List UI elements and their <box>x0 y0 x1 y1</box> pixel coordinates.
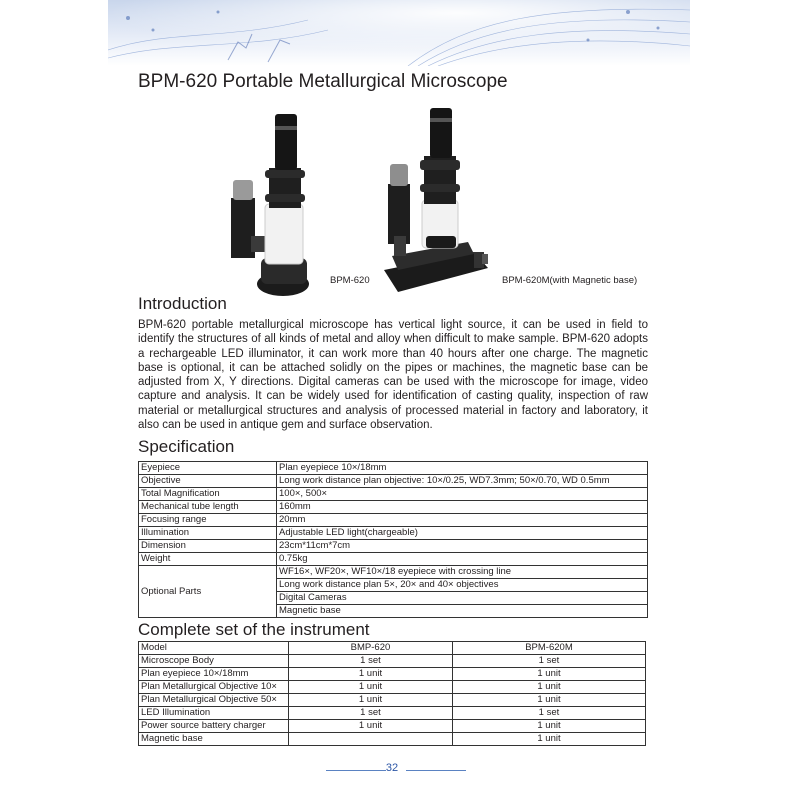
table-cell: Plan eyepiece 10×/18mm <box>139 668 289 681</box>
table-cell: 1 unit <box>289 668 453 681</box>
table-row <box>139 514 648 527</box>
table-row <box>139 694 646 707</box>
column-header: BMP-620 <box>289 642 453 655</box>
header-banner <box>108 0 690 66</box>
table-cell <box>289 733 453 746</box>
table-cell: 1 unit <box>452 733 645 746</box>
table-cell: 1 unit <box>452 720 645 733</box>
table-row <box>139 668 646 681</box>
microscope-bpm-620-image <box>225 108 325 300</box>
photo-label-bpm-620: BPM-620 <box>330 275 370 286</box>
page-number: 32 <box>385 762 399 774</box>
table-cell: 1 set <box>452 655 645 668</box>
table-row <box>139 540 648 553</box>
table-cell: 1 unit <box>452 681 645 694</box>
table-cell: 1 unit <box>289 681 453 694</box>
table-cell: LED Illumination <box>139 707 289 720</box>
spec-value: 23cm*11cm*7cm <box>277 540 648 553</box>
table-cell: 1 set <box>289 655 453 668</box>
spec-key: Weight <box>139 553 277 566</box>
spec-value: WF16×, WF20×, WF10×/18 eyepiece with crossing line <box>277 566 648 579</box>
specification-heading: Specification <box>138 437 235 456</box>
spec-value: Long work distance plan objective: 10×/0.25, WD7.3mm; 50×/0.70, WD 0.5mm <box>277 475 648 488</box>
spec-key: Focusing range <box>139 514 277 527</box>
specification-table <box>138 461 648 618</box>
spec-value: Plan eyepiece 10×/18mm <box>277 462 648 475</box>
table-cell: 1 set <box>452 707 645 720</box>
banner-graphic <box>108 0 690 66</box>
spec-key-optional-parts: Optional Parts <box>139 566 277 618</box>
table-row <box>139 681 646 694</box>
microscope-bpm-620m-image <box>378 104 490 300</box>
introduction-heading: Introduction <box>138 294 227 313</box>
table-cell: Magnetic base <box>139 733 289 746</box>
spec-value: Adjustable LED light(chargeable) <box>277 527 648 540</box>
spec-key: Dimension <box>139 540 277 553</box>
table-row <box>139 566 648 579</box>
table-cell: Plan Metallurgical Objective 10× <box>139 681 289 694</box>
table-cell: 1 unit <box>289 694 453 707</box>
table-row <box>139 462 648 475</box>
photo-label-bpm-620m: BPM-620M(with Magnetic base) <box>502 275 638 286</box>
spec-key: Eyepiece <box>139 462 277 475</box>
table-row <box>139 475 648 488</box>
table-row <box>139 720 646 733</box>
spec-key: Total Magnification <box>139 488 277 501</box>
table-cell: 1 unit <box>452 668 645 681</box>
spec-value: 20mm <box>277 514 648 527</box>
table-cell: 1 set <box>289 707 453 720</box>
spec-key: Mechanical tube length <box>139 501 277 514</box>
complete-set-table <box>138 641 646 746</box>
page-footer <box>0 762 800 778</box>
table-header-row <box>139 642 646 655</box>
table-cell: 1 unit <box>452 694 645 707</box>
table-row <box>139 527 648 540</box>
complete-set-heading: Complete set of the instrument <box>138 620 370 639</box>
table-row <box>139 553 648 566</box>
spec-value: 100×, 500× <box>277 488 648 501</box>
spec-value: Magnetic base <box>277 605 648 618</box>
table-cell: 1 unit <box>289 720 453 733</box>
table-cell: Power source battery charger <box>139 720 289 733</box>
table-cell: Plan Metallurgical Objective 50× <box>139 694 289 707</box>
table-row <box>139 707 646 720</box>
table-row <box>139 733 646 746</box>
page-title: BPM-620 Portable Metallurgical Microscope <box>138 71 508 92</box>
table-row <box>139 655 646 668</box>
spec-value: Long work distance plan 5×, 20× and 40× objectives <box>277 579 648 592</box>
column-header: BPM-620M <box>452 642 645 655</box>
spec-value: Digital Cameras <box>277 592 648 605</box>
table-row <box>139 488 648 501</box>
table-cell: Microscope Body <box>139 655 289 668</box>
spec-key: Illumination <box>139 527 277 540</box>
spec-key: Objective <box>139 475 277 488</box>
spec-value: 0.75kg <box>277 553 648 566</box>
footer-rule-right <box>406 770 466 771</box>
introduction-text: BPM-620 portable metallurgical microscope has vertical light source, it can be used in field to identify the structures of all kinds of metal and alloy when difficult to make sample. BPM-620 adopts a rechargeable LED illuminator, it can work more than 40 hours after one charge. The magnetic base is optional, it can be attached solidly on the pipes or machines, the magnetic base can be adjusted from X, Y directions. Digital cameras can be used with the microscope for image, video capture and analysis. It can be widely used for identification of casting quality, inspection of raw material or metallurgical structures and analysis of processed material in factory and laboratory, it also can be used in antique gem and surface observation. <box>138 319 648 432</box>
spec-value: 160mm <box>277 501 648 514</box>
column-header: Model <box>139 642 289 655</box>
table-row <box>139 501 648 514</box>
footer-rule-left <box>326 770 386 771</box>
